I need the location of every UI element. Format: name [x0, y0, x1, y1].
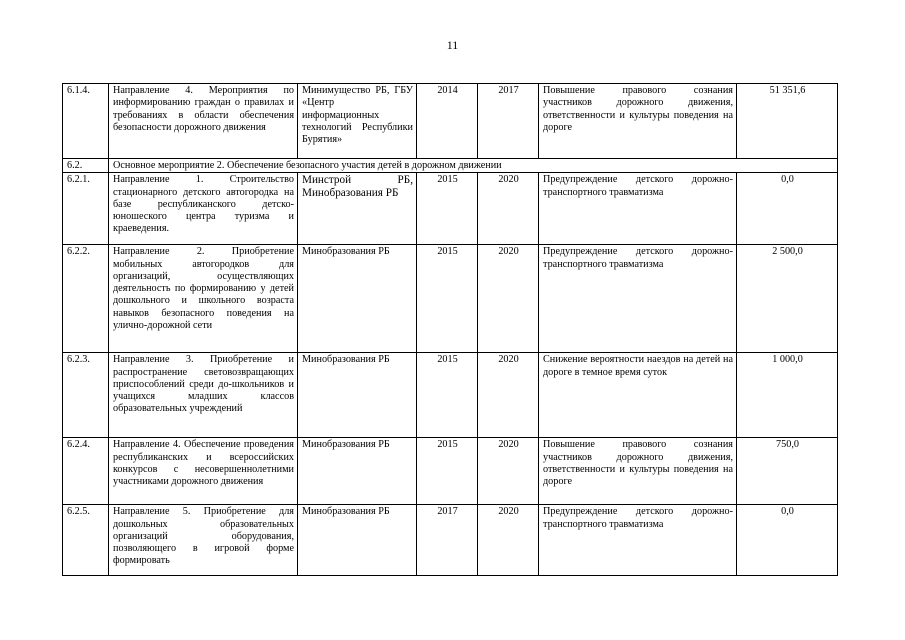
end-year: 2020 [478, 245, 539, 353]
table-row [63, 505, 838, 576]
section-title: Основное мероприятие 2. Обеспечение безопасного участия детей в дорожном движении [109, 159, 838, 173]
direction-text: Направление 5. Приобретение для дошкольных образовательных организаций оборудования, позволяющего в игровой форме формировать [113, 506, 294, 567]
table-row-section [63, 159, 838, 173]
sum-cell: 2 500,0 [737, 245, 838, 353]
executor-text: Минобразования РБ [302, 439, 390, 451]
executor-text: Минстрой РБ, Минобразования РБ [302, 174, 413, 200]
executor-text: Минобразования РБ [302, 246, 390, 258]
executor-cell [298, 353, 417, 438]
result-text: Снижение вероятности наездов на детей на дороге в темное время суток [543, 354, 733, 378]
result-cell [539, 84, 737, 159]
result-cell [539, 438, 737, 505]
table-row [63, 84, 838, 159]
result-cell [539, 353, 737, 438]
executor-text: Минобразования РБ [302, 354, 390, 366]
result-cell [539, 173, 737, 245]
direction-text: Направление 4. Обеспечение проведения республиканских и всероссийских конкурсов с несовершеннолетними участниками дорожного движения [113, 439, 294, 488]
row-number: 6.2.4. [63, 438, 109, 505]
page-number: 11 [446, 38, 459, 52]
start-year: 2015 [417, 353, 478, 438]
row-number: 6.1.4. [63, 84, 109, 159]
direction-cell [109, 353, 298, 438]
end-year: 2020 [478, 438, 539, 505]
row-number: 6.2.2. [63, 245, 109, 353]
start-year: 2015 [417, 173, 478, 245]
executor-cell [298, 245, 417, 353]
result-text: Предупреждение детского дорожно-транспортного травматизма [543, 506, 733, 530]
executor-cell [298, 84, 417, 159]
start-year: 2015 [417, 245, 478, 353]
table-row [63, 173, 838, 245]
row-number: 6.2.5. [63, 505, 109, 576]
row-number: 6.2. [63, 159, 109, 173]
start-year: 2017 [417, 505, 478, 576]
table-row [63, 353, 838, 438]
row-number: 6.2.1. [63, 173, 109, 245]
result-text: Повышение правового сознания участников дорожного движения, ответственности и культуры поведения на дороге [543, 85, 733, 133]
end-year: 2020 [478, 505, 539, 576]
result-text: Повышение правового сознания участников дорожного движения, ответственности и культуры поведения на дороге [543, 439, 733, 488]
executor-cell [298, 438, 417, 505]
direction-cell [109, 438, 298, 505]
result-text: Предупреждение детского дорожно-транспортного травматизма [543, 174, 733, 198]
result-cell [539, 505, 737, 576]
direction-text: Направление 4. Мероприятия по информированию граждан о правилах и требованиях в области обеспечения безопасности дорожного движения [113, 85, 294, 133]
executor-text: Минимущество РБ, ГБУ «Центр информационных технологий Республики Бурятия» [302, 85, 413, 146]
end-year: 2020 [478, 353, 539, 438]
direction-text: Направление 1. Строительство стационарного детского автогородка на базе республиканского детско-юношеского центра туризма и краеведения. [113, 174, 294, 235]
program-measures-table [62, 83, 838, 576]
table-row [63, 245, 838, 353]
sum-cell: 51 351,6 [737, 84, 838, 159]
executor-cell [298, 505, 417, 576]
direction-text: Направление 2. Приобретение мобильных автогородков для организаций, осуществляющих деятельность по формированию у детей дошкольного и школьного возраста навыков безопасного поведения на улично-дорожной сети [113, 246, 294, 332]
row-number: 6.2.3. [63, 353, 109, 438]
direction-cell [109, 173, 298, 245]
direction-cell [109, 245, 298, 353]
end-year: 2020 [478, 173, 539, 245]
result-cell [539, 245, 737, 353]
start-year: 2015 [417, 438, 478, 505]
table-row [63, 438, 838, 505]
direction-cell [109, 84, 298, 159]
start-year: 2014 [417, 84, 478, 159]
sum-cell: 0,0 [737, 505, 838, 576]
executor-text: Минобразования РБ [302, 506, 390, 518]
end-year: 2017 [478, 84, 539, 159]
sum-cell: 750,0 [737, 438, 838, 505]
result-text: Предупреждение детского дорожно-транспортного травматизма [543, 246, 733, 270]
direction-text: Направление 3. Приобретение и распространение световозвращающих приспособлений среди до-школьников и учащихся младших классов образовательных учреждений [113, 354, 294, 415]
sum-cell: 0,0 [737, 173, 838, 245]
sum-cell: 1 000,0 [737, 353, 838, 438]
direction-cell [109, 505, 298, 576]
executor-cell [298, 173, 417, 245]
